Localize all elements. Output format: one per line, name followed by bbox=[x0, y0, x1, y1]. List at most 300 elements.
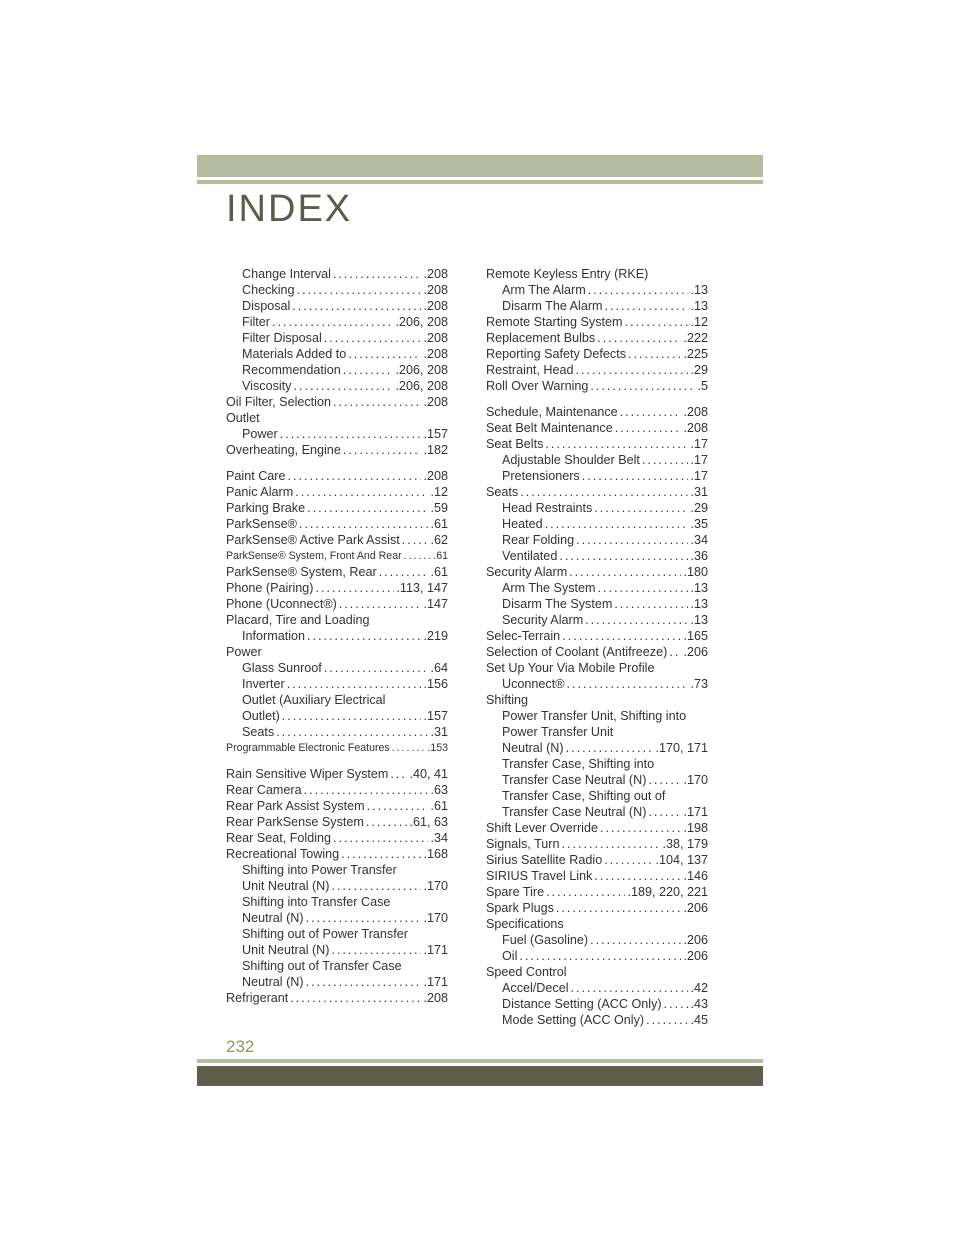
dot-leader bbox=[404, 548, 432, 564]
index-page-ref: .206 bbox=[683, 901, 708, 915]
index-entry bbox=[486, 724, 708, 740]
index-page-ref: .29 bbox=[690, 363, 708, 377]
dot-leader bbox=[597, 330, 681, 346]
dot-leader bbox=[590, 378, 695, 394]
dot-leader bbox=[288, 468, 422, 484]
index-term: Remote Starting System bbox=[486, 315, 623, 329]
index-term: Power bbox=[226, 645, 262, 659]
index-entry bbox=[486, 468, 708, 484]
index-entry bbox=[486, 282, 708, 298]
dot-leader bbox=[348, 346, 421, 362]
dot-leader bbox=[297, 282, 422, 298]
index-page-ref: .42 bbox=[690, 981, 708, 995]
footer-band bbox=[197, 1066, 763, 1086]
index-page-ref: .59 bbox=[430, 501, 448, 515]
index-page-ref: .206 bbox=[683, 645, 708, 659]
index-term: Roll Over Warning bbox=[486, 379, 589, 393]
index-term: Spare Tire bbox=[486, 885, 545, 899]
dot-leader bbox=[605, 298, 689, 314]
index-entry bbox=[226, 740, 448, 756]
index-page-ref: .219 bbox=[423, 629, 448, 643]
index-page-ref: .165 bbox=[683, 629, 708, 643]
index-term: Fuel (Gasoline) bbox=[502, 933, 589, 947]
index-term: Unit Neutral (N) bbox=[242, 943, 330, 957]
index-term: Arm The System bbox=[502, 581, 596, 595]
index-entry bbox=[486, 500, 708, 516]
dot-leader bbox=[664, 996, 689, 1012]
index-entry bbox=[226, 958, 448, 974]
dot-leader bbox=[594, 868, 681, 884]
dot-leader bbox=[590, 932, 681, 948]
index-page-ref: .156 bbox=[423, 677, 448, 691]
index-page-ref: .17 bbox=[690, 437, 708, 451]
index-entry bbox=[226, 798, 448, 814]
index-page-ref: .208 bbox=[423, 299, 448, 313]
index-entry bbox=[486, 996, 708, 1012]
index-page-ref: .171 bbox=[683, 805, 708, 819]
index-entry bbox=[226, 394, 448, 410]
index-page-ref: .61 bbox=[430, 565, 448, 579]
index-page-ref: .170, 171 bbox=[655, 741, 708, 755]
index-entry bbox=[226, 766, 448, 782]
dot-leader bbox=[307, 628, 421, 644]
index-entry bbox=[226, 362, 448, 378]
index-entry bbox=[226, 814, 448, 830]
index-page-ref: .171 bbox=[423, 943, 448, 957]
index-page-ref: .73 bbox=[690, 677, 708, 691]
index-entry bbox=[226, 378, 448, 394]
index-entry bbox=[486, 692, 708, 708]
dot-leader bbox=[341, 846, 421, 862]
index-term: Disarm The Alarm bbox=[502, 299, 603, 313]
index-entry bbox=[226, 410, 448, 426]
index-page-ref: .13 bbox=[690, 581, 708, 595]
page-title: INDEX bbox=[226, 188, 353, 230]
dot-leader bbox=[280, 426, 422, 442]
index-entry bbox=[226, 548, 448, 564]
index-page-ref: .206, 208 bbox=[395, 379, 448, 393]
index-term: Transfer Case, Shifting out of bbox=[502, 789, 666, 803]
index-page-ref: .180 bbox=[683, 565, 708, 579]
index-page-ref: .113, 147 bbox=[396, 581, 448, 595]
index-term: Signals, Turn bbox=[486, 837, 560, 851]
index-term: Transfer Case, Shifting into bbox=[502, 757, 655, 771]
index-page-ref: .208 bbox=[423, 267, 448, 281]
index-term: Outlet bbox=[226, 411, 260, 425]
dot-leader bbox=[566, 676, 688, 692]
dot-leader bbox=[287, 676, 422, 692]
dot-leader bbox=[392, 740, 426, 756]
index-entry bbox=[486, 740, 708, 756]
index-term: Heated bbox=[502, 517, 543, 531]
index-entry bbox=[226, 692, 448, 708]
index-entry bbox=[226, 266, 448, 282]
index-page-ref: .206, 208 bbox=[395, 363, 448, 377]
dot-leader bbox=[569, 564, 681, 580]
dot-leader bbox=[367, 798, 429, 814]
dot-leader bbox=[642, 452, 689, 468]
dot-leader bbox=[333, 830, 428, 846]
dot-leader bbox=[620, 404, 682, 420]
index-entry bbox=[486, 884, 708, 900]
dot-leader bbox=[519, 948, 681, 964]
dot-leader bbox=[306, 974, 422, 990]
dot-leader bbox=[333, 394, 421, 410]
dot-leader bbox=[276, 724, 428, 740]
index-term: Oil Filter, Selection bbox=[226, 395, 331, 409]
index-term: Disarm The System bbox=[502, 597, 613, 611]
dot-leader bbox=[390, 766, 407, 782]
index-term: Seats bbox=[242, 725, 275, 739]
index-term: Power bbox=[242, 427, 278, 441]
dot-leader bbox=[366, 814, 408, 830]
index-term: Inverter bbox=[242, 677, 285, 691]
index-entry bbox=[226, 990, 448, 1006]
index-term: Unit Neutral (N) bbox=[242, 879, 330, 893]
index-entry bbox=[226, 580, 448, 596]
dot-leader bbox=[624, 314, 688, 330]
index-entry bbox=[226, 426, 448, 442]
index-entry bbox=[226, 846, 448, 862]
index-term: Outlet) bbox=[242, 709, 280, 723]
index-page-ref: .171 bbox=[423, 975, 448, 989]
index-page-ref: .63 bbox=[430, 783, 448, 797]
index-column-right bbox=[486, 266, 708, 1028]
dot-leader bbox=[588, 282, 689, 298]
index-gap bbox=[226, 756, 448, 766]
index-term: Seats bbox=[486, 485, 519, 499]
index-entry bbox=[226, 862, 448, 878]
index-page-ref: .29 bbox=[690, 501, 708, 515]
index-page-ref: .45 bbox=[690, 1013, 708, 1027]
index-entry bbox=[486, 852, 708, 868]
index-page-ref: .38, 179 bbox=[662, 837, 708, 851]
index-page-ref: .61, 63 bbox=[409, 815, 448, 829]
index-page-ref: .208 bbox=[423, 469, 448, 483]
index-term: Adjustable Shoulder Belt bbox=[502, 453, 640, 467]
dot-leader bbox=[585, 612, 688, 628]
index-term: Parking Brake bbox=[226, 501, 306, 515]
index-entry bbox=[226, 282, 448, 298]
index-term: Ventilated bbox=[502, 549, 558, 563]
index-page-ref: .40, 41 bbox=[409, 767, 448, 781]
index-entry bbox=[486, 378, 708, 394]
index-term: Panic Alarm bbox=[226, 485, 294, 499]
dot-leader bbox=[545, 516, 689, 532]
dot-leader bbox=[272, 314, 393, 330]
index-entry bbox=[226, 468, 448, 484]
dot-leader bbox=[343, 362, 394, 378]
index-entry bbox=[226, 564, 448, 580]
index-term: Transfer Case Neutral (N) bbox=[502, 773, 647, 787]
index-term: Rain Sensitive Wiper System bbox=[226, 767, 389, 781]
index-page-ref: .12 bbox=[430, 485, 448, 499]
index-page-ref: .170 bbox=[423, 911, 448, 925]
index-entry bbox=[486, 314, 708, 330]
index-page-ref: .147 bbox=[423, 597, 448, 611]
dot-leader bbox=[331, 942, 421, 958]
index-term: ParkSense® Active Park Assist bbox=[226, 533, 400, 547]
index-entry bbox=[486, 436, 708, 452]
index-gap bbox=[486, 394, 708, 404]
dot-leader bbox=[333, 266, 422, 282]
index-entry bbox=[226, 314, 448, 330]
index-term: Rear ParkSense System bbox=[226, 815, 364, 829]
index-entry bbox=[226, 330, 448, 346]
index-entry bbox=[486, 900, 708, 916]
index-page-ref: .225 bbox=[683, 347, 708, 361]
index-term: Shifting out of Transfer Case bbox=[242, 959, 402, 973]
dot-leader bbox=[669, 644, 681, 660]
index-entry bbox=[226, 532, 448, 548]
index-term: Change Interval bbox=[242, 267, 331, 281]
index-term: Glass Sunroof bbox=[242, 661, 322, 675]
dot-leader bbox=[520, 484, 688, 500]
index-term: Head Restraints bbox=[502, 501, 593, 515]
index-entry bbox=[486, 420, 708, 436]
index-entry bbox=[226, 442, 448, 458]
dot-leader bbox=[556, 900, 682, 916]
index-term: Placard, Tire and Loading bbox=[226, 613, 370, 627]
dot-leader bbox=[559, 548, 688, 564]
index-entry bbox=[226, 974, 448, 990]
index-page-ref: .189, 220, 221 bbox=[627, 885, 708, 899]
dot-leader bbox=[343, 442, 422, 458]
index-page-ref: .157 bbox=[423, 709, 448, 723]
index-term: ParkSense® System, Front And Rear bbox=[226, 550, 402, 562]
dot-leader bbox=[615, 420, 682, 436]
index-term: Replacement Bulbs bbox=[486, 331, 596, 345]
dot-leader bbox=[324, 660, 429, 676]
index-page-ref: .104, 137 bbox=[655, 853, 708, 867]
index-term: Filter bbox=[242, 315, 270, 329]
index-entry bbox=[226, 910, 448, 926]
dot-leader bbox=[562, 628, 681, 644]
index-term: Security Alarm bbox=[486, 565, 568, 579]
index-term: Viscosity bbox=[242, 379, 292, 393]
index-term: Uconnect® bbox=[502, 677, 565, 691]
index-entry bbox=[486, 948, 708, 964]
index-page-ref: .206, 208 bbox=[395, 315, 448, 329]
index-page-ref: .34 bbox=[690, 533, 708, 547]
dot-leader bbox=[307, 500, 428, 516]
index-page-ref: .12 bbox=[690, 315, 708, 329]
index-gap bbox=[226, 458, 448, 468]
index-entry bbox=[226, 500, 448, 516]
dot-leader bbox=[648, 804, 681, 820]
index-term: Oil bbox=[502, 949, 518, 963]
index-page-ref: .206 bbox=[683, 933, 708, 947]
index-page-ref: .13 bbox=[690, 597, 708, 611]
index-term: Information bbox=[242, 629, 305, 643]
dot-leader bbox=[598, 580, 689, 596]
index-term: Disposal bbox=[242, 299, 291, 313]
index-page-ref: .61 bbox=[430, 517, 448, 531]
index-term: ParkSense® System, Rear bbox=[226, 565, 377, 579]
index-term: Overheating, Engine bbox=[226, 443, 341, 457]
index-term: Refrigerant bbox=[226, 991, 289, 1005]
index-entry bbox=[486, 756, 708, 772]
index-page-ref: .34 bbox=[430, 831, 448, 845]
index-page-ref: .17 bbox=[690, 469, 708, 483]
index-entry bbox=[486, 660, 708, 676]
index-term: Rear Camera bbox=[226, 783, 302, 797]
index-page-ref: .208 bbox=[683, 405, 708, 419]
index-term: Rear Folding bbox=[502, 533, 575, 547]
index-entry bbox=[226, 628, 448, 644]
index-term: Neutral (N) bbox=[242, 911, 304, 925]
dot-leader bbox=[299, 516, 429, 532]
dot-leader bbox=[293, 378, 393, 394]
dot-leader bbox=[566, 740, 654, 756]
index-page-ref: .31 bbox=[690, 485, 708, 499]
dot-leader bbox=[562, 836, 661, 852]
index-term: Pretensioners bbox=[502, 469, 580, 483]
index-term: Speed Control bbox=[486, 965, 567, 979]
index-term: Distance Setting (ACC Only) bbox=[502, 997, 662, 1011]
index-page-ref: .157 bbox=[423, 427, 448, 441]
index-page-ref: .153 bbox=[427, 742, 448, 754]
index-page-ref: .170 bbox=[683, 773, 708, 787]
index-entry bbox=[226, 660, 448, 676]
index-entry bbox=[226, 782, 448, 798]
index-term: Arm The Alarm bbox=[502, 283, 586, 297]
index-term: Seat Belts bbox=[486, 437, 544, 451]
dot-leader bbox=[545, 436, 688, 452]
index-term: Shifting bbox=[486, 693, 529, 707]
index-term: Shifting out of Power Transfer bbox=[242, 927, 408, 941]
dot-leader bbox=[604, 852, 653, 868]
index-entry bbox=[486, 266, 708, 282]
index-entry bbox=[486, 516, 708, 532]
dot-leader bbox=[290, 990, 421, 1006]
index-term: Shift Lever Override bbox=[486, 821, 598, 835]
index-entry bbox=[226, 942, 448, 958]
index-entry bbox=[226, 724, 448, 740]
index-page-ref: .198 bbox=[683, 821, 708, 835]
index-page-ref: .5 bbox=[697, 379, 708, 393]
index-entry bbox=[226, 926, 448, 942]
index-term: Sirius Satellite Radio bbox=[486, 853, 603, 867]
index-entry bbox=[226, 612, 448, 628]
index-entry bbox=[486, 298, 708, 314]
dot-leader bbox=[379, 564, 429, 580]
index-entry bbox=[486, 676, 708, 692]
index-term: Rear Seat, Folding bbox=[226, 831, 332, 845]
index-term: Restraint, Head bbox=[486, 363, 574, 377]
index-term: Shifting into Power Transfer bbox=[242, 863, 397, 877]
index-entry bbox=[486, 964, 708, 980]
index-term: Mode Setting (ACC Only) bbox=[502, 1013, 645, 1027]
index-page-ref: .222 bbox=[683, 331, 708, 345]
index-term: Power Transfer Unit, Shifting into bbox=[502, 709, 687, 723]
dot-leader bbox=[546, 884, 625, 900]
index-page-ref: .61 bbox=[433, 550, 448, 562]
index-term: Programmable Electronic Features bbox=[226, 742, 390, 754]
index-term: Reporting Safety Defects bbox=[486, 347, 627, 361]
index-page-ref: .208 bbox=[423, 331, 448, 345]
index-entry bbox=[486, 532, 708, 548]
dot-leader bbox=[316, 580, 395, 596]
index-term: Transfer Case Neutral (N) bbox=[502, 805, 647, 819]
index-page-ref: .146 bbox=[683, 869, 708, 883]
index-term: Neutral (N) bbox=[502, 741, 564, 755]
dot-leader bbox=[571, 980, 689, 996]
index-term: Neutral (N) bbox=[242, 975, 304, 989]
index-entry bbox=[226, 676, 448, 692]
dot-leader bbox=[576, 532, 688, 548]
index-page-ref: .208 bbox=[683, 421, 708, 435]
index-entry bbox=[226, 894, 448, 910]
index-term: Security Alarm bbox=[502, 613, 584, 627]
index-term: Phone (Uconnect®) bbox=[226, 597, 337, 611]
index-page-ref: .36 bbox=[690, 549, 708, 563]
index-term: Rear Park Assist System bbox=[226, 799, 365, 813]
index-term: Spark Plugs bbox=[486, 901, 554, 915]
index-term: Selection of Coolant (Antifreeze) bbox=[486, 645, 668, 659]
index-entry bbox=[486, 788, 708, 804]
index-entry bbox=[486, 836, 708, 852]
dot-leader bbox=[295, 484, 428, 500]
index-term: Power Transfer Unit bbox=[502, 725, 614, 739]
index-term: SIRIUS Travel Link bbox=[486, 869, 593, 883]
index-page-ref: .13 bbox=[690, 613, 708, 627]
dot-leader bbox=[331, 878, 421, 894]
index-page-ref: .208 bbox=[423, 347, 448, 361]
index-entry bbox=[226, 516, 448, 532]
index-entry bbox=[486, 564, 708, 580]
index-entry bbox=[486, 580, 708, 596]
index-entry bbox=[226, 596, 448, 612]
index-term: Shifting into Transfer Case bbox=[242, 895, 391, 909]
dot-leader bbox=[282, 708, 422, 724]
index-page-ref: .64 bbox=[430, 661, 448, 675]
header-rule bbox=[197, 180, 763, 184]
dot-leader bbox=[324, 330, 422, 346]
index-entry bbox=[486, 916, 708, 932]
index-page-ref: .62 bbox=[430, 533, 448, 547]
index-entry bbox=[486, 596, 708, 612]
dot-leader bbox=[600, 820, 681, 836]
index-entry bbox=[486, 932, 708, 948]
dot-leader bbox=[648, 772, 681, 788]
dot-leader bbox=[402, 532, 429, 548]
index-entry bbox=[226, 484, 448, 500]
index-entry bbox=[226, 644, 448, 660]
index-entry bbox=[486, 708, 708, 724]
index-page-ref: .31 bbox=[430, 725, 448, 739]
dot-leader bbox=[614, 596, 688, 612]
index-term: Phone (Pairing) bbox=[226, 581, 314, 595]
index-term: Paint Care bbox=[226, 469, 286, 483]
dot-leader bbox=[306, 910, 422, 926]
index-page-ref: .208 bbox=[423, 283, 448, 297]
index-entry bbox=[486, 820, 708, 836]
index-page-ref: .182 bbox=[423, 443, 448, 457]
index-entry bbox=[486, 980, 708, 996]
index-term: Specifications bbox=[486, 917, 564, 931]
index-entry bbox=[486, 404, 708, 420]
index-entry bbox=[486, 1012, 708, 1028]
index-term: Materials Added to bbox=[242, 347, 347, 361]
index-term: Accel/Decel bbox=[502, 981, 569, 995]
index-entry bbox=[486, 346, 708, 362]
index-term: Recreational Towing bbox=[226, 847, 340, 861]
index-entry bbox=[486, 772, 708, 788]
index-entry bbox=[226, 878, 448, 894]
index-entry bbox=[486, 330, 708, 346]
index-term: Schedule, Maintenance bbox=[486, 405, 618, 419]
